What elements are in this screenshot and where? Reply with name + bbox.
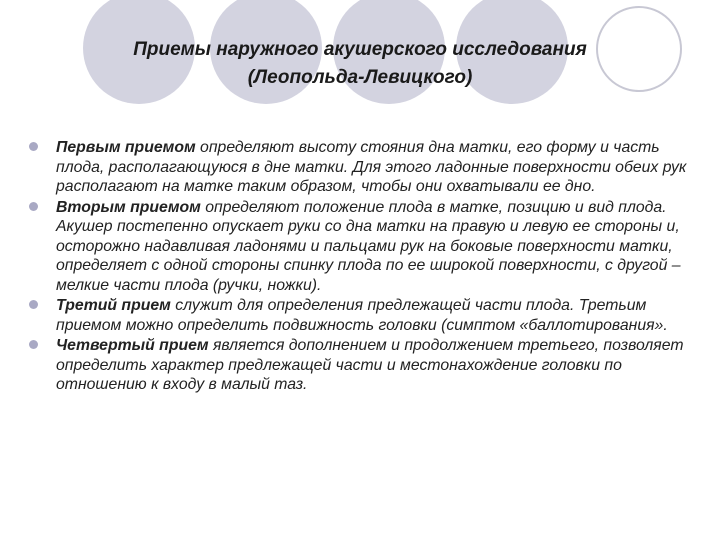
slide-title-line-1: Приемы наружного акушерского исследования bbox=[133, 39, 587, 60]
list-item bbox=[28, 138, 700, 197]
list-item bbox=[28, 336, 700, 395]
bullet-icon bbox=[29, 300, 38, 309]
bullet-lead: Вторым приемом bbox=[56, 198, 201, 216]
slide-title bbox=[0, 36, 720, 92]
bullet-text: служит для определения предлежащей части плода. Третьим приемом можно определить подвижность головки (симптом «баллотирования». bbox=[56, 297, 668, 334]
bullet-lead: Четвертый прием bbox=[56, 337, 209, 354]
bullet-text: является дополнением и продолжением третьего, позволяет определить характер предлежащей части и местонахождение головки по отношению к входу в малый таз. bbox=[56, 337, 684, 393]
list-item bbox=[28, 198, 700, 296]
bullet-icon bbox=[29, 142, 38, 151]
bullet-lead: Первым приемом bbox=[56, 139, 196, 156]
bullet-lead: Третий прием bbox=[56, 297, 171, 314]
list-item bbox=[28, 296, 700, 335]
bullet-list bbox=[28, 138, 700, 396]
slide-title-line-2: (Леопольда-Левицкого) bbox=[247, 67, 473, 88]
bullet-text: определяют высоту стояния дна матки, его форму и часть плода, располагающуюся в дне матки. Для этого ладонные поверхности обеих рук располагают на матке таким образом, чтобы они охватывали ее дно. bbox=[56, 139, 687, 195]
bullet-text: определяют положение плода в матке, позицию и вид плода. Акушер постепенно опускает руки со дна матки на правую и левую ее стороны и, осторожно надавливая ладонями и пальцами рук на боковые поверхности матки, определяет с одной стороны спинку плода по ее широкой поверхности, с другой – мелкие части плода (ручки, ножки). bbox=[56, 198, 681, 294]
bullet-icon bbox=[29, 340, 38, 349]
bullet-icon bbox=[29, 202, 38, 211]
